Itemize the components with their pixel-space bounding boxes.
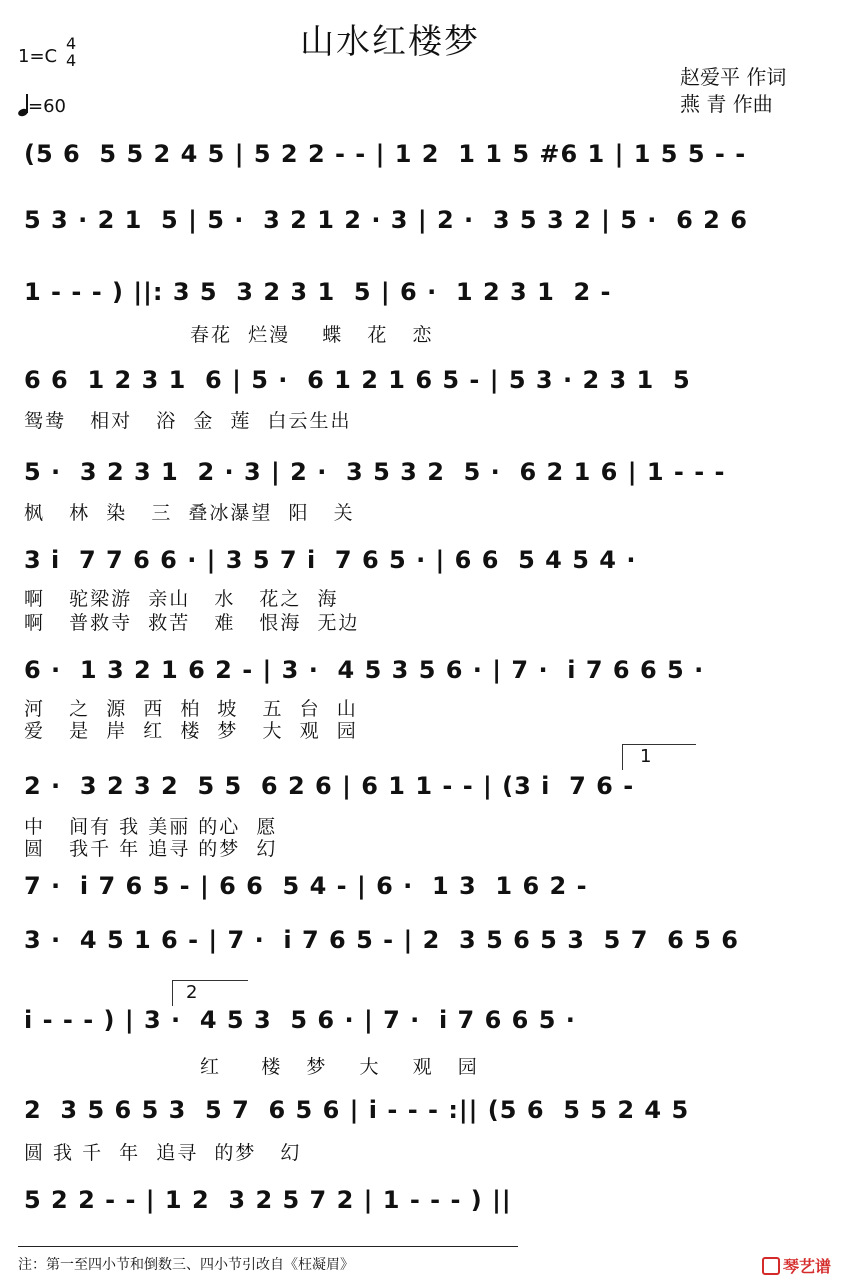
score-line bbox=[0, 540, 845, 580]
notation-line: 1 - - - ) ||: 3 5 3 2 3 1 5 | 6 · 1 2 3 1 2 - bbox=[24, 278, 612, 306]
footnote-divider bbox=[18, 1246, 518, 1247]
volta-2-line bbox=[172, 980, 248, 981]
score-line bbox=[0, 766, 845, 806]
notation-line: 5 3 · 2 1 5 | 5 · 3 2 1 2 · 3 | 2 · 3 5 3 2 | 5 · 6 2 6 bbox=[24, 206, 748, 234]
song-title: 山水红楼梦 bbox=[300, 22, 480, 62]
notation-line: 6 · 1 3 2 1 6 2 - | 3 · 4 5 3 5 6 · | 7 · i 7 6 6 5 · bbox=[24, 656, 705, 684]
notation-line: 5 · 3 2 3 1 2 · 3 | 2 · 3 5 3 2 5 · 6 2 1 6 | 1 - - - bbox=[24, 458, 726, 486]
lyricist-credit: 赵爱平 作词 bbox=[680, 65, 787, 89]
key-signature: 1=C bbox=[18, 46, 58, 67]
lyric-line: 啊 驼梁游 亲山 水 花之 海 bbox=[24, 588, 339, 610]
composer-credit: 燕 青 作曲 bbox=[680, 92, 773, 116]
site-logo bbox=[762, 1254, 831, 1277]
notation-line: 7 · i 7 6 5 - | 6 6 5 4 - | 6 · 1 3 1 6 2 - bbox=[24, 872, 588, 900]
score-line bbox=[0, 200, 845, 240]
score-line bbox=[0, 360, 845, 400]
lyric-line: 春花 烂漫 蝶 花 恋 bbox=[190, 324, 434, 346]
notation-line: 5 2 2 - - | 1 2 3 2 5 7 2 | 1 - - - ) || bbox=[24, 1186, 512, 1214]
notation-line: 3 · 4 5 1 6 - | 7 · i 7 6 5 - | 2 3 5 6 5 3 5 7 6 5 6 bbox=[24, 926, 739, 954]
lyric-line: 圆 我千 年 追寻 的梦 幻 bbox=[24, 838, 278, 860]
score-line bbox=[0, 650, 845, 690]
volta-2-label: 2 bbox=[186, 982, 198, 1003]
notation-line: i - - - ) | 3 · 4 5 3 5 6 · | 7 · i 7 6 6 5 · bbox=[24, 1006, 576, 1034]
lyric-line: 红 楼 梦 大 观 园 bbox=[200, 1056, 479, 1078]
quarter-note-icon bbox=[18, 94, 28, 116]
score-line bbox=[0, 452, 845, 492]
lyric-line: 河 之 源 西 柏 坡 五 台 山 bbox=[24, 698, 358, 720]
score-line bbox=[0, 1090, 845, 1130]
lyric-line: 枫 林 染 三 叠冰瀑望 阳 关 bbox=[24, 502, 355, 524]
score-line bbox=[0, 134, 845, 174]
score-line bbox=[0, 1180, 845, 1220]
notation-line: 2 · 3 2 3 2 5 5 6 2 6 | 6 1 1 - - | (3 i 7 6 - bbox=[24, 772, 635, 800]
score-line bbox=[0, 920, 845, 960]
credits bbox=[680, 64, 786, 118]
score-line bbox=[0, 272, 845, 312]
score-line bbox=[0, 866, 845, 906]
volta-1-label: 1 bbox=[640, 746, 652, 767]
lyric-line: 圆 我 千 年 追寻 的梦 幻 bbox=[24, 1142, 302, 1164]
score-line bbox=[0, 1000, 845, 1040]
lyric-line: 爱 是 岸 红 楼 梦 大 观 园 bbox=[24, 720, 358, 742]
tempo-marking bbox=[18, 94, 66, 117]
notation-line: (5 6 5 5 2 4 5 | 5 2 2 - - | 1 2 1 1 5 #6 1 | 1 5 5 - - bbox=[24, 140, 747, 168]
volta-1-line bbox=[622, 744, 696, 745]
meter-top: 4 bbox=[66, 34, 77, 53]
footnote: 注：第一至四小节和倒数三、四小节引改自《枉凝眉》 bbox=[18, 1257, 354, 1273]
notation-line: 6 6 1 2 3 1 6 | 5 · 6 1 2 1 6 5 - | 5 3 · 2 3 1 5 bbox=[24, 366, 691, 394]
lyric-line: 中 间有 我 美丽 的心 愿 bbox=[24, 816, 278, 838]
logo-icon bbox=[762, 1257, 780, 1275]
tempo-value: =60 bbox=[28, 96, 66, 117]
notation-line: 2 3 5 6 5 3 5 7 6 5 6 | i - - - :|| (5 6 5 5 2 4 5 bbox=[24, 1096, 690, 1124]
meter-bottom: 4 bbox=[66, 51, 77, 70]
lyric-line: 啊 普救寺 救苦 难 恨海 无边 bbox=[24, 612, 360, 634]
logo-text: 琴艺谱 bbox=[783, 1257, 832, 1276]
notation-line: 3 i 7 7 6 6 · | 3 5 7 i 7 6 5 · | 6 6 5 4 5 4 · bbox=[24, 546, 637, 574]
lyric-line: 鸳鸯 相对 浴 金 莲 白云生出 bbox=[24, 410, 352, 432]
time-signature bbox=[66, 36, 76, 70]
